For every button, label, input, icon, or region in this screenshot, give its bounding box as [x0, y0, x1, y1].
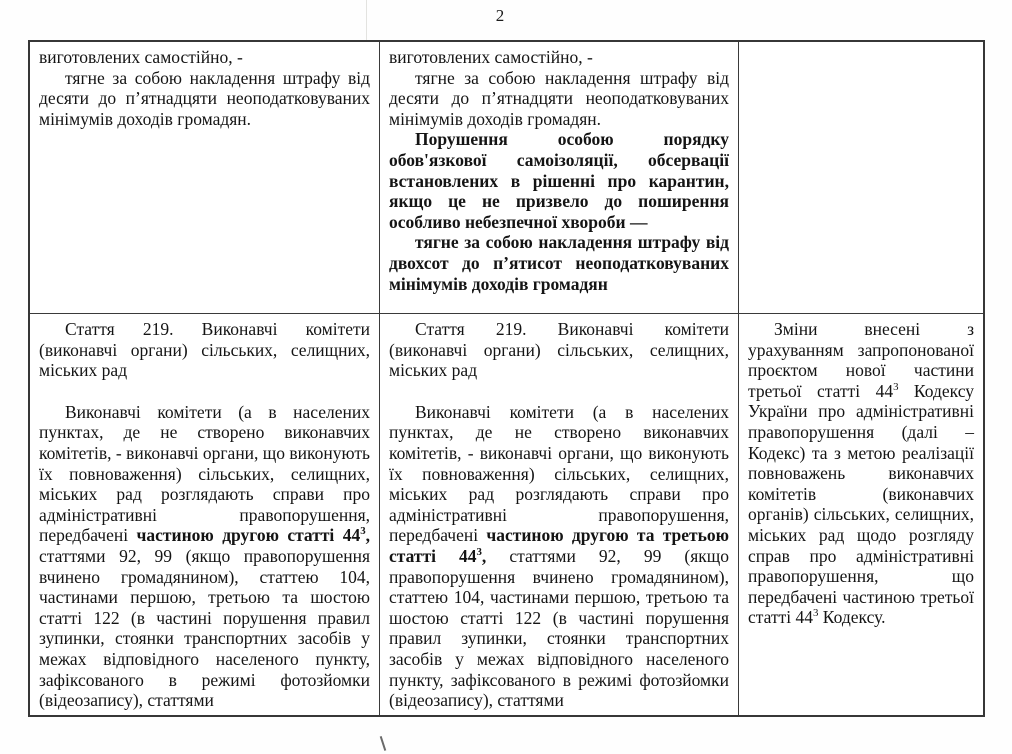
text-segment: ,	[365, 525, 370, 546]
cell-proposed-law-continuation	[380, 42, 739, 314]
text-segment: частиною другою та третьою статті 44	[389, 525, 729, 566]
article-body	[389, 402, 729, 711]
paragraph-amendment: тягне за собою накладення штрафу від двохсот до п’ятисот неоподатковуваних мінімумів доходів громадян	[389, 232, 729, 294]
paragraph-amendment: Порушення особою порядку обов'язкової самоізоляції, обсервації встановлених в рішенні про карантин, якщо це не призвело до поширення особливо небезпечної хвороби —	[389, 129, 729, 232]
page-number: 2	[495, 6, 505, 25]
article-heading: Стаття 219. Виконавчі комітети (виконавчі органи) сільських, селищних, міських рад	[389, 319, 729, 381]
cell-current-law-continuation	[30, 42, 380, 314]
text-segment: ,	[481, 545, 487, 566]
text-segment: Виконавчі комітети (а в населених пунктах, де не створено виконавчих комітетів, - виконавчі органи, що виконують їх повноваження) сільських, селищних, міських рад розглядають справи про адміністративні правопорушення, передбачені	[389, 401, 729, 546]
superscript: 3	[476, 546, 482, 559]
text-segment: Кодексу України про адміністративні правопорушення (далі – Кодекс) та з метою реалізації повноважень виконавчих комітетів (виконавчих органів) сільських, селищних, міських рад щодо розгляду справ про адміністративні правопорушення, що передбачені частиною третьої статті 44	[748, 380, 974, 628]
superscript: 3	[360, 525, 366, 538]
cell-remarks-article-219	[739, 314, 983, 715]
article-body	[39, 402, 370, 711]
cell-proposed-law-article-219	[380, 314, 739, 715]
bold-segment	[137, 525, 370, 545]
text-segment: статтями 92, 99 (якщо правопорушення вчинено громадянином), статтею 104, частинами першою, третьою та шостою статті 122 (в частині порушення правил зупинки, стоянки транспортних засобів у межах відповідного населеного пункту, зафіксованого в режимі фотозйомки (відеозапису), статтями	[389, 545, 729, 711]
text-segment: статтями 92, 99 (якщо правопорушення вчинено громадянином), статтею 104, частинами першою, третьою та шостою статті 122 (в частині порушення правил зупинки, стоянки транспортних засобів у межах відповідного населеного пункту, зафіксованого в режимі фотозйомки (відеозапису), статтями	[39, 545, 370, 711]
cell-current-law-article-219	[30, 314, 380, 715]
scan-mark-artifact	[380, 736, 386, 751]
paragraph: тягне за собою накладення штрафу від десяти до п’ятнадцяти неоподатковуваних мінімумів доходів громадян.	[39, 67, 370, 129]
superscript: 3	[893, 380, 899, 393]
text-segment: Виконавчі комітети (а в населених пунктах, де не створено виконавчих комітетів, - виконавчі органи, що виконують їх повноваження) сільських, селищних, міських рад розглядають справи про адміністративні правопорушення, передбачені	[39, 401, 370, 546]
article-heading: Стаття 219. Виконавчі комітети (виконавчі органи) сільських, селищних, міських рад	[39, 319, 370, 381]
paragraph: тягне за собою накладення штрафу від десяти до п’ятнадцяти неоподатковуваних мінімумів доходів громадян.	[389, 67, 729, 129]
scan-fold-artifact	[366, 0, 367, 40]
text-segment: Зміни внесені з урахуванням запропонованої проєктом нової частини третьої статті 44	[748, 319, 974, 401]
paragraph: виготовлених самостійно, -	[39, 47, 243, 67]
text-segment: частиною другою статті 44	[136, 525, 361, 546]
superscript: 3	[812, 607, 819, 620]
comparison-table	[28, 40, 985, 717]
remarks-paragraph	[748, 319, 974, 628]
paragraph: виготовлених самостійно, -	[389, 47, 593, 67]
text-segment: Кодексу.	[818, 607, 886, 628]
cell-remarks-empty	[739, 42, 983, 314]
